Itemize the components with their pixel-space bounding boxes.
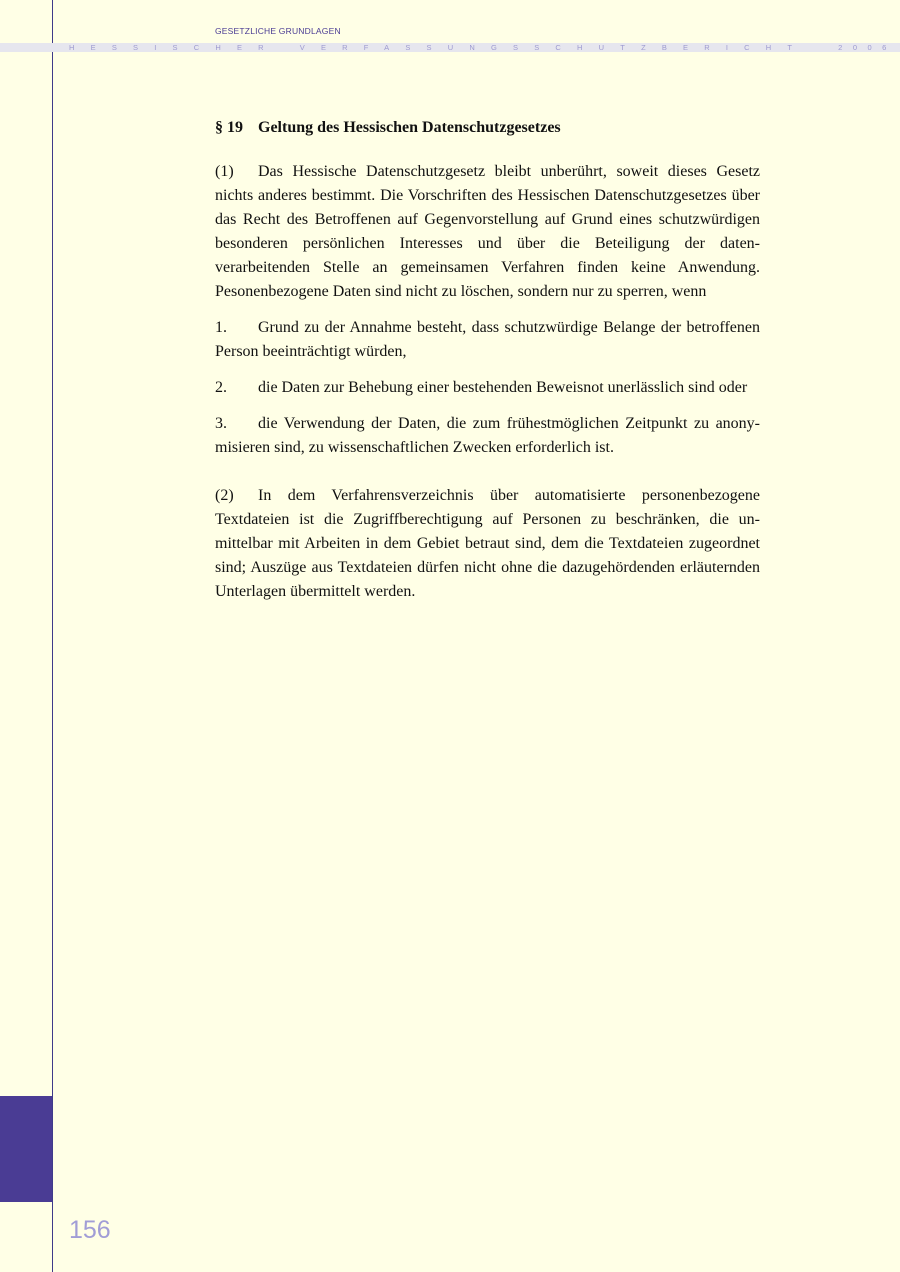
- page-number: 156: [69, 1216, 111, 1244]
- list-item-text: Grund zu der Annahme besteht, dass schutzwürdige Belange der betroffenen Person beeinträchtigt würden,: [215, 319, 760, 360]
- paragraph-text: Das Hessische Datenschutzgesetz bleibt unberührt, soweit dieses Gesetz nichts anderes bestimmt. Die Vorschriften des Hessischen Datenschutzgesetzes über das Recht des Betroffenen auf Gegenvorstellung auf Grund eines schutzwürdigen besonderen persönlichen Interesses und über die Beteiligung der datenverarbeitenden Stelle an gemeinsamen Verfahren finden keine Anwendung. Pesonenbezogene Daten sind nicht zu löschen, sondern nur zu sperren, wenn: [215, 163, 760, 300]
- section-heading: [215, 116, 760, 140]
- list-item-label: 1.: [215, 319, 227, 336]
- running-header-year: 2006: [838, 43, 897, 52]
- list-item-label: 3.: [215, 415, 227, 432]
- running-header-word-1: HESSISCHER: [69, 43, 280, 52]
- margin-rule: [52, 0, 53, 1272]
- running-header: [69, 43, 897, 52]
- paragraph-1: [215, 160, 760, 304]
- list-item-label: 2.: [215, 379, 227, 396]
- paragraph-label: (2): [215, 487, 234, 504]
- page-content: [215, 116, 760, 616]
- running-header-word-2: VERFASSUNGSSCHUTZBERICHT: [299, 43, 809, 52]
- section-number: § 19: [215, 119, 243, 136]
- list-item-1: [215, 316, 760, 364]
- paragraph-2: [215, 484, 760, 604]
- paragraph-label: (1): [215, 163, 234, 180]
- section-title: Geltung des Hessischen Datenschutzgesetzes: [258, 119, 561, 136]
- list-item-text: die Daten zur Behebung einer bestehenden Beweisnot unerlässlich sind oder: [258, 379, 748, 396]
- section-label: GESETZLICHE GRUNDLAGEN: [215, 26, 341, 36]
- list-item-3: [215, 412, 760, 460]
- side-color-block: [0, 1096, 52, 1202]
- paragraph-text: In dem Verfahrensverzeichnis über automatisierte personenbezogene Textdateien ist die Zugriffberechtigung auf Personen zu beschränken, die unmittelbar mit Arbeiten in dem Gebiet betraut sind, dem die Textdateien zugeordnet sind; Auszüge aus Textdateien dürfen nicht ohne die dazugehördenden erläuternden Unterlagen übermittelt werden.: [215, 487, 760, 600]
- list-item-text: die Verwendung der Daten, die zum frühestmöglichen Zeitpunkt zu anonymisieren sind, zu wissenschaftlichen Zwecken erforderlich ist.: [215, 415, 760, 456]
- list-item-2: [215, 376, 760, 400]
